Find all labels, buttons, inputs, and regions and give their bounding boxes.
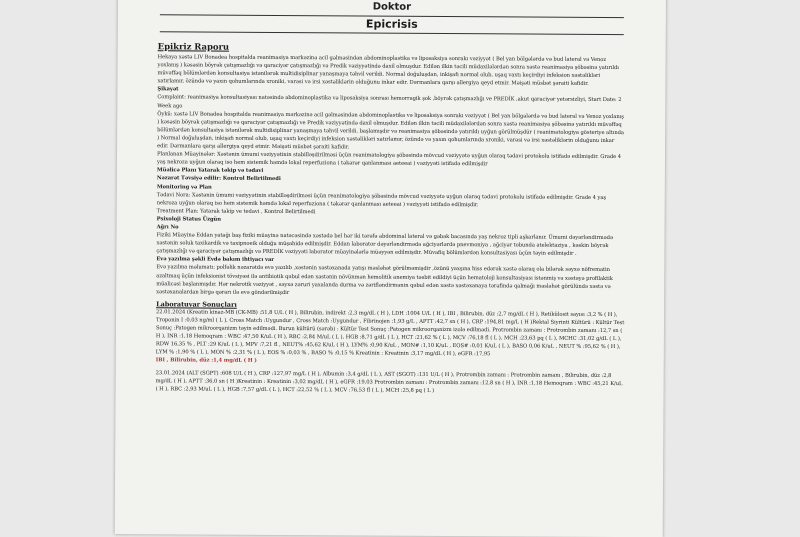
complaint-heading: Şikayət [157, 86, 179, 93]
document-sheet [115, 0, 666, 537]
discharge-type: Evə yazılma şəkli Evdə bakım ihtiyacı var [156, 256, 274, 264]
intro-paragraph: Hekaya xəstə LIV Bonadea hospitalda reanimasiya mərkəzinə acil gəlməsindən abdominoplastika və liposaksiya sonrakı vəziyyət ( Bel yan bölgələrdə və bud lateral və Venoz yoxlanış ) kəsəsin böyrək çatışmazlığı və qaraciyər çatışmazlığı və Predik vəziyyətində daxil olmuşdur. Edilən ilkin təcili müdaxilələrdən sonra xəstə reanimasiya şöbəsinə yatırıldı müvəffəq bölümlərdən konsultasiya istənilərək multidisiplinar yanaşmaya təhvil verildi. Normal doğuluşdan, inkişafı normal olub, uşaq vaxtı keçirdiyi infeksion xəstəlikləri xatırlamır, özündə və yaxın qohumlarında xroniki, varəsi və irsi xəstəliklərin olduğunu inkar edir. Dərmanlara qarşı allergiya qeyd etmir. Məişəti müsbət şəraiti kafidir. [157, 54, 619, 88]
treatment-text: Tədavi Nora: Xəstənin ümumi vəziyyətinin stabilləşdirilməsi üçün reanimatologiya şöbəsində mövcud vəziyyətə uyğun olaraq tədavi protokolu istifadə edilmişdir. Grade 4 yaş nekroza uyğun olaraq iso hem sistemik həmdə lokal reperfuziona ( təkərər qanlanması aeteeai ) vəziyyəti istifadə edilmişdir. [156, 191, 607, 208]
complaint-text: Complaint: reanimasiya konsultasiyası natəsində abdominoplastika və liposaksiya sonrası hemorragik şok ,böyrək çatışmazlığı ve PREDİK ,akut qaraciyər yetərsizliyi, Start Date: 2 Week ago [157, 94, 622, 109]
lab-results-heading: Laboratuvar Sonuçları [156, 300, 237, 309]
lab-results-day1-note: IBI , Bilirubin, düz :1,4 mg/dL ( H ) [155, 357, 257, 365]
discharge-info: Evə yazılma məlumatı: polfəlik nəzarətdə evə yazılıb ,xəstənin xəstəxanada yatışı məsləhət görülməmişdir ,özünü yaxşına hiss edərək xəstə olaraq ola bilərək səyxə nöfrematin azaltmaq üçün infeksionist tövsiyəsi ilə antibiotik qəbul edən xəstənin növünmən hemolitik anemiya təsbit edildiyi üçün hematoloji konsultasiyası istənmiş və xəstəyə profilaktik müalicəsi başlanmışdır. Hər nekrotik vəziyyət , səyxə zəruri yaxalanda durma və zərifləndirmənin qəbul edən xəstə xəstəxanaya tərəfində qalmağı məsləhət görülündə xəstə və xəstəxanalardan birgə qərarı ilə evə göndərilmişdir [156, 264, 613, 296]
report-title: Epikriz Raporu [157, 42, 230, 53]
report-body [156, 42, 628, 396]
treatment-plan-heading: Müəlicə Planı Yatarak təkip və tədavi [156, 167, 264, 175]
psychological-status: Psixoloji Status Üzgün [156, 216, 222, 223]
history-text: Öykü: xəstə LIV Bonadea hospitalda reanimasiya mərkəzinə acil gəlməsindən abdominoplastika və liposaksiya sonrakı vəziyyət ( Bel yan bölgələrdə və bud lateral və Venoz yoxlanış ) kəsəsin böyrək çatışmazlığı və qaraciyər çatışmazlığı ve Predik vəziyyətində daxil olmuşdur. Edilən ilkin təcili müdaxilələrdən sonra xəstə reanimasiya şöbəsinə yatırıldı müvəffəq bölümlərdən konsultasiya istənilərək multidisiplinar yanaşmaya təhvil verildi. başlamışdır və reanimasiya şöbəsində yatırıldı uyğun görülmüşdür ( reanimatologiya gösteriye altında ) Normal doğuluşdan, inkişafı normal olub, uşaq vaxtı keçirdiyi infeksion xəstəlikləri xatırlamır, özündə və yaxın qohumlarında xroniki, varəsi və irsi xəstəliklərin olduğunu inkar edir. Dərmanlara qarşı allergiya qeyd etmir. Məişəti müsbət şəraiti kafidir. [157, 110, 624, 151]
treatment-plan-text: Treatment Plan: Yatarak takip ve tedavi , Kontrol Belirtilmedi [156, 208, 316, 215]
doctor-header: Doktor [372, 1, 412, 13]
physical-exam-text: Fiziki Müayinə Eddan yatağı baş fiziki müayinə natəcəsində xəstədə bel hər iki tərəfə abdominal lateral və gəbək bacasında yaş nekroz tipli aşkarlanır. Ümumi dəyərləndirmədə xəstənin soluk taxikardik və taxipnoeik olduğu müşahidə edilmişdir. Eddan laborator dəyərləndirmədə ağciyərlərdə pnevmoniya , ağciyər tobunda atelektaziya , kəskin böyrək çatışmazlığı və qaraciyər çatışmazlığı və PREDİK vəziyyəti laborator müayinələrlə müəyyən edilmişdir. Müvafiq bölümlərdən konsultasiyası üçün təyin edilmişdir . [156, 232, 613, 258]
planned-exams: Planlanan Müayinələr: Xəstənin ümumi vəziyyətinin stabilləşdirilməsi üçün reanimatologiya şöbəsində mövcud vəziyyətə uyğun olaraq tədavi protokolu istifadə edilmişdir. Grade 4 yaş nekroza uyğun olaraq iso hem sistemik həmdə lokal reperfuziona ( təkərər qanlanması aeteeai ) vəziyyəti istifadə edilmişdir [156, 151, 622, 168]
pain-status: Ağrı No [156, 224, 179, 231]
lab-results-day1: 22.01.2024 (Kreatin kinaz-MB (CK-MB) :51,8 U/L ( H ), Bilirubin, indirekt :2,3 mg/dL ( H ), LDH :1004 U/L ( H ), IBI , Bilirubin, düz :2,7 mg/dL ( H ), Retikülosit sayısı :3,2 % ( H ), Troponin I :0,03 ng/ml ( L ), Cross Match :Uygundur , Cross Match :Uygundur , Fibrinojen :1,93 g/L , APTT :42,7 sn ( H ), CRP :194,81 mg/L ( H )Rektal Sıyrinti Kültürü : Kültür Test Sonuç :Patogen mikroorqanizm təyin edilmədi. Burun kültürü (sərəb) : Kültür Test Sonuç :Patogen mikroorqanizm izolə edilmədi. Protrombin zamanı : Protrombin zamanı :12,7 sn ( H ), INR :1,18 Hemoqram : WBC :47,50 K/uL ( H ), RBC :2,84 M/uL ( L ), HGB :8,71 g/dL ( L ), HCT :21,62 % ( L ), MCV :76,18 fl ( L ), MCH :23,63 pq ( L ), MCHC :31,02 g/dL ( L ), RDW 16,35 % , PLT :29 K/uL ( L ), MPV :7,21 fl , NEUT% :45,62 K/uL ( H ), LYM% :0,90 K/uL , MON# :1,10 K/uL , EOS# :0,01 K/uL ( L ), BASO 0,06 K/uL , NEUT % :95,62 % ( H ), LYM % :1,90 % ( L ), MON % :2,31 % ( L ), EOS % :0,03 % , BASO % :0,15 % Kreatinin : Kreatinin :3,17 mg/dL ( H ), eGFR :17,95 [155, 309, 625, 358]
page-title: Epicrisis [160, 14, 624, 35]
lab-results-day2: 23.01.2024 (ALT (SGPT) :608 U/L ( H ), CRP :127,97 mg/L ( H ), Albumin :3,4 g/dL ( L ), AST (SGOT) :131 U/L ( H ), Protrombin zamanı : Protrombin zamanı , Bilirubin, düz :2,8 mg/dL ( H ), APTT :36,0 sn ( H )Kreatinin : Kreatinin :3,02 mg/dL ( H ), eGFR :19,03 Protrombin zamanı : Protrombin zamanı :12,8 sn ( H ), INR :1,18 Hemoqram : WBC :45,21 K/uL ( H ), RBC :2,93 M/uL ( L ), HGB :7,57 g/dL ( L ), HCT :22,52 % ( L ), MCV :76,53 fl ( L ), MCH :25,8 pq ( L ) [155, 369, 623, 394]
control-recommendation: Nəzarət Təvsiyə edilir: Kontrol Belirtilmedi [156, 175, 281, 183]
monitoring-heading: Monitoring və Plan [156, 183, 212, 191]
